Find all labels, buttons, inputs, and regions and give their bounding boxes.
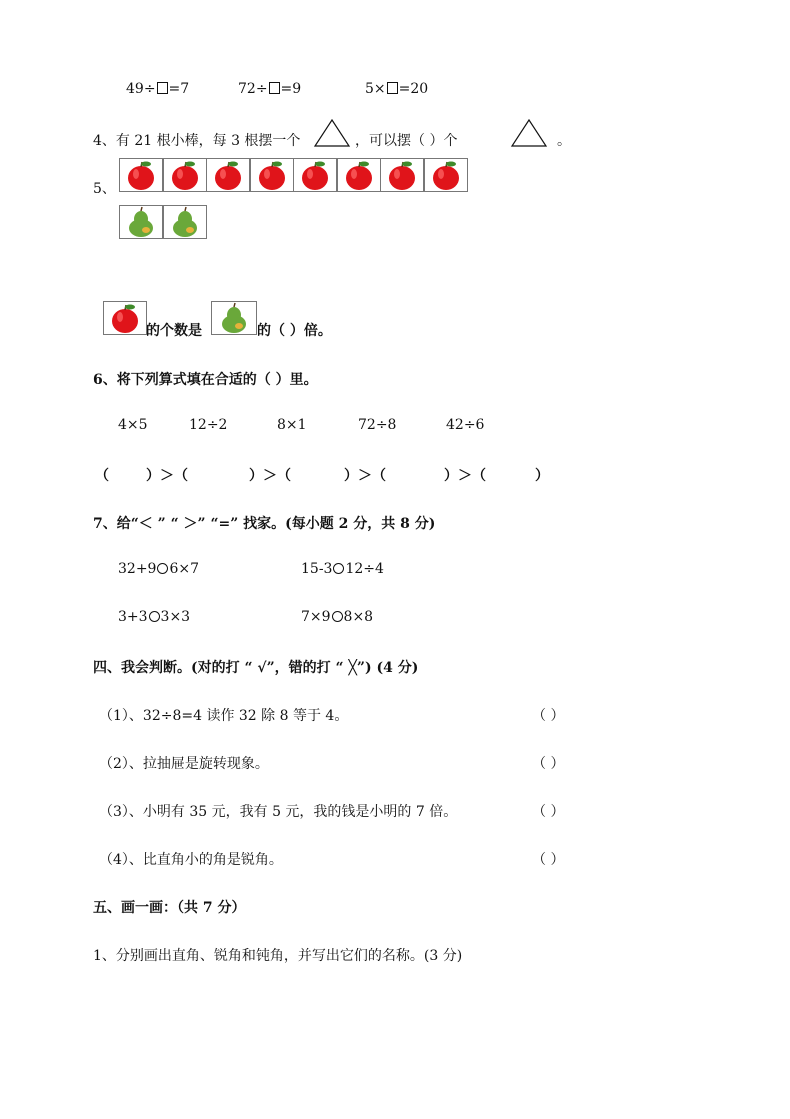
- expr-left: 15-3: [301, 561, 333, 577]
- q6-expr: 12÷2: [189, 417, 228, 433]
- q7-expr: [118, 609, 190, 625]
- q7-expr: [301, 609, 373, 625]
- eq2-suffix: =9: [280, 81, 302, 97]
- apple-cell: [424, 158, 468, 192]
- expr-right: 6×7: [169, 561, 199, 577]
- judge-paren: （ ）: [532, 756, 565, 772]
- pear-cell: [119, 205, 163, 239]
- division-row-2: [238, 81, 301, 97]
- pear-cell: [163, 205, 207, 239]
- eq2-prefix: 72÷: [238, 81, 268, 97]
- triangle-icon: [510, 118, 548, 148]
- division-row: [126, 81, 189, 97]
- q7-expr: [301, 561, 384, 577]
- expr-right: 8×8: [343, 609, 374, 625]
- judge-paren: （ ）: [532, 852, 565, 868]
- apple-icon: [251, 159, 293, 191]
- q4-text-2: ，可以摆（ ）个: [355, 133, 458, 149]
- q5-number: 5、: [93, 181, 116, 197]
- pear-picture: [211, 301, 257, 335]
- q6-expr: 72÷8: [358, 417, 397, 433]
- q4-text-1: 4、有 21 根小棒，每 3 根摆一个: [93, 133, 301, 149]
- eq1-prefix: 49÷: [126, 81, 156, 97]
- q6-blank: ）＞（: [249, 468, 291, 484]
- apple-cell: [250, 158, 294, 192]
- pear-icon: [164, 206, 206, 238]
- blank-box: [387, 82, 398, 94]
- q6-title: 6、将下列算式填在合适的（ ）里。: [93, 372, 318, 388]
- circle-blank: [333, 563, 344, 574]
- apple-icon: [104, 302, 146, 334]
- judge-paren: （ ）: [532, 804, 565, 820]
- q6-expr: 8×1: [277, 417, 307, 433]
- apple-cell: [119, 158, 163, 192]
- judge-item: （3）、小明有 35 元，我有 5 元，我的钱是小明的 7 倍。: [99, 804, 458, 820]
- apple-cell: [293, 158, 337, 192]
- q6-blank: ）: [535, 468, 549, 484]
- expr-left: 32+9: [118, 561, 157, 577]
- apple-cell: [206, 158, 250, 192]
- section4-title: 四、我会判断。(对的打 “ √”，错的打 “ ╳”) (4 分): [93, 660, 419, 676]
- eq1-suffix: =7: [168, 81, 190, 97]
- apple-icon: [164, 159, 206, 191]
- apple-icon: [381, 159, 423, 191]
- apple-icon: [425, 159, 467, 191]
- expr-right: 3×3: [160, 609, 191, 625]
- apple-icon: [207, 159, 249, 191]
- section5-q1: 1、分别画出直角、锐角和钝角，并写出它们的名称。(3 分): [93, 948, 463, 964]
- q6-expr: 42÷6: [446, 417, 485, 433]
- eq3-prefix: 5×: [365, 81, 386, 97]
- judge-paren: （ ）: [532, 708, 565, 724]
- pear-icon: [120, 206, 162, 238]
- apple-cell: [337, 158, 381, 192]
- circle-blank: [332, 611, 343, 622]
- q4-text-3: 。: [557, 133, 571, 149]
- pear-icon: [212, 302, 256, 334]
- q6-blank: （: [95, 468, 109, 484]
- judge-item: （2）、拉抽屉是旋转现象。: [99, 756, 269, 772]
- q7-title: 7、给“＜ ” “ ＞” “=” 找家。(每小题 2 分，共 8 分): [93, 516, 436, 532]
- q6-blank: ）＞（: [444, 468, 486, 484]
- eq3-suffix: =20: [398, 81, 429, 97]
- expr-left: 3+3: [118, 609, 148, 625]
- section5-title: 五、画一画：（共 7 分）: [93, 900, 246, 916]
- q7-expr: [118, 561, 199, 577]
- q6-blank: ）＞（: [146, 468, 188, 484]
- judge-item: （1）、32÷8=4 读作 32 除 8 等于 4。: [99, 708, 349, 724]
- q6-expr: 4×5: [118, 417, 148, 433]
- blank-box: [157, 82, 168, 94]
- circle-blank: [149, 611, 160, 622]
- apple-icon: [120, 159, 162, 191]
- expr-right: 12÷4: [345, 561, 384, 577]
- q5-text-b: 的（ ）倍。: [257, 323, 332, 339]
- q5-text-a: 的个数是: [146, 323, 202, 339]
- q6-blank: ）＞（: [344, 468, 386, 484]
- judge-item: （4）、比直角小的角是锐角。: [99, 852, 283, 868]
- division-row-3: [365, 81, 428, 97]
- blank-box: [269, 82, 280, 94]
- apple-icon: [294, 159, 336, 191]
- triangle-icon: [313, 118, 351, 148]
- expr-left: 7×9: [301, 609, 331, 625]
- apple-cell: [380, 158, 424, 192]
- apple-icon: [338, 159, 380, 191]
- apple-cell: [163, 158, 207, 192]
- apple-picture: [103, 301, 147, 335]
- circle-blank: [157, 563, 168, 574]
